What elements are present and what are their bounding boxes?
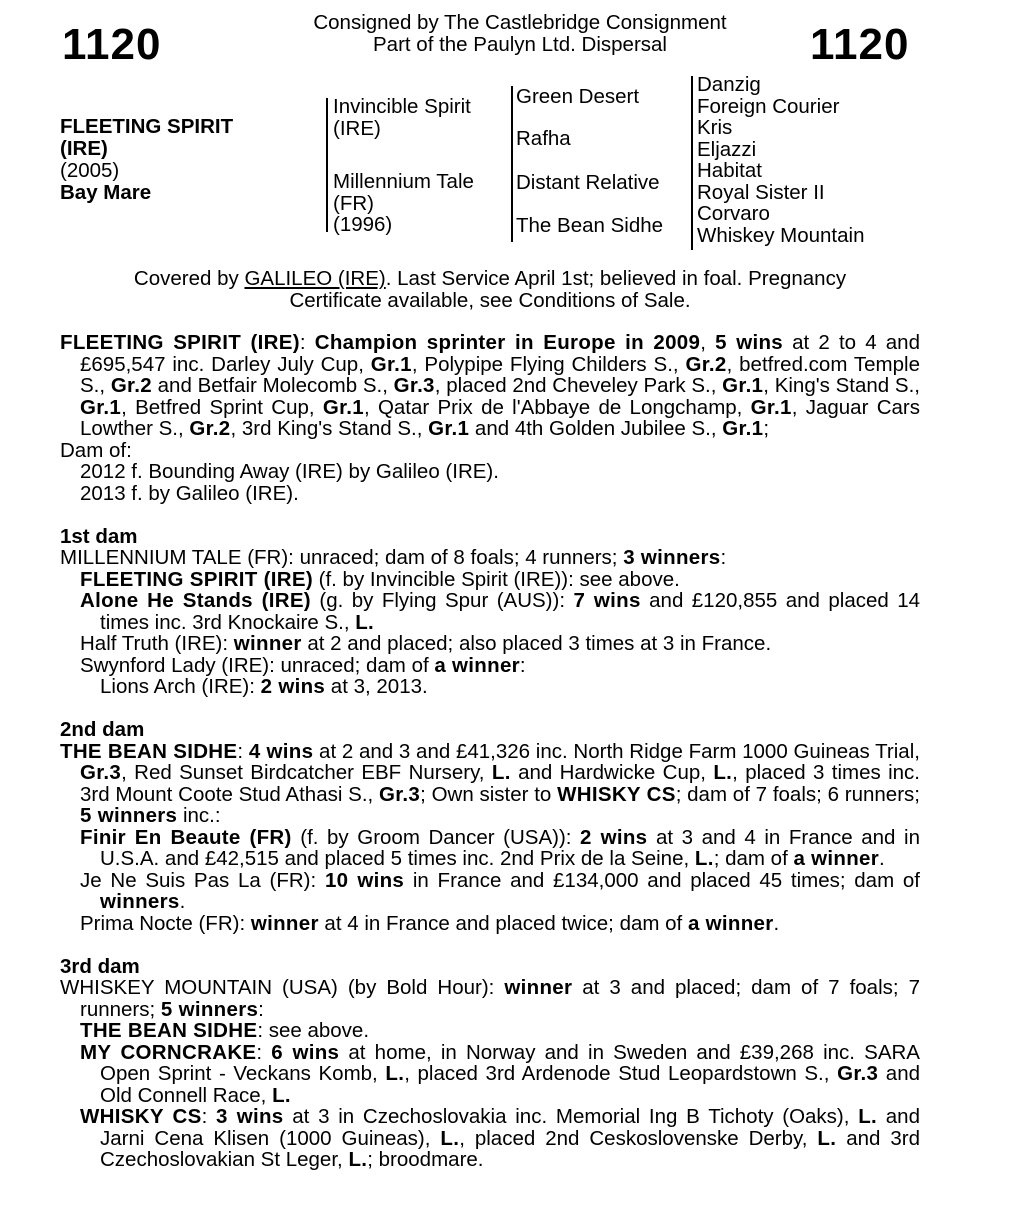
first-dam-produce: Half Truth (IRE): winner at 2 and placed; also placed 3 times at 3 in France. bbox=[80, 632, 772, 655]
consignment-line-1: Consigned by The Castlebridge Consignment bbox=[313, 11, 727, 34]
covered-line-1: Covered by GALILEO (IRE). Last Service April 1st; believed in foal. Pregnancy bbox=[133, 267, 847, 290]
second-dam-produce: Je Ne Suis Pas La (FR): 10 wins in France and £134,000 and placed 45 times; dam of winners. bbox=[80, 868, 920, 913]
great-grandparent-5: Habitat bbox=[697, 159, 762, 182]
grandparent-4: The Bean Sidhe bbox=[516, 214, 664, 237]
horse-identity bbox=[60, 116, 233, 204]
great-grandparent-2: Foreign Courier bbox=[697, 94, 840, 118]
horse-name-suffix: (IRE) bbox=[60, 137, 108, 160]
third-dam-produce: MY CORNCRAKE: 6 wins at home, in Norway and in Sweden and £39,268 inc. SARA Open Sprint - Veckans Komb, L., placed 3rd Ardenode Stud Leopardstown S., Gr.3 and Old Connell Race, L. bbox=[80, 1040, 920, 1107]
horse-description: Bay Mare bbox=[60, 181, 152, 204]
lot-number-left: 1120 bbox=[62, 20, 162, 69]
covered-statement bbox=[60, 268, 920, 311]
great-grandparent-8: Whiskey Mountain bbox=[697, 223, 865, 247]
lot-number-right: 1120 bbox=[810, 20, 910, 69]
grandparent-1: Green Desert bbox=[516, 85, 640, 108]
catalogue-body bbox=[60, 332, 920, 1171]
dam-of-label: Dam of: bbox=[60, 438, 132, 462]
pedigree-bracket-2 bbox=[511, 86, 513, 242]
produce-entry: 2013 f. by Galileo (IRE). bbox=[80, 481, 299, 505]
grandparent-3: Distant Relative bbox=[516, 171, 660, 194]
consignment bbox=[230, 12, 810, 56]
covered-line-2: Certificate available, see Conditions of Sale. bbox=[289, 288, 691, 312]
third-dam-produce: WHISKY CS: 3 wins at 3 in Czechoslovakia inc. Memorial Ing B Tichoty (Oaks), L. and Jarni Cena Klisen (1000 Guineas), L., placed 2nd Ceskoslovenske Derby, L. and 3rd Czechoslovakian St Leger, L.; broodmare. bbox=[80, 1105, 920, 1171]
second-dam-produce: Prima Nocte (FR): winner at 4 in France and placed twice; dam of a winner. bbox=[80, 911, 780, 935]
first-dam-produce: Swynford Lady (IRE): unraced; dam of a winner: bbox=[80, 653, 526, 677]
pedigree-bracket-1 bbox=[326, 98, 328, 232]
dam-country: (FR) bbox=[333, 191, 374, 215]
dam-name: Millennium Tale bbox=[333, 170, 474, 193]
third-dam-intro: WHISKEY MOUNTAIN (USA) (by Bold Hour): winner at 3 and placed; dam of 7 foals; 7 runners; 5 winners: bbox=[60, 976, 921, 1021]
pedigree-sire bbox=[333, 96, 471, 139]
sire-country: (IRE) bbox=[333, 116, 381, 140]
pedigree-bracket-3 bbox=[691, 76, 693, 250]
horse-name: FLEETING SPIRIT bbox=[60, 115, 234, 138]
dam-year: (1996) bbox=[333, 213, 393, 236]
grandparent-2: Rafha bbox=[516, 127, 571, 150]
first-dam-heading: 1st dam bbox=[60, 524, 138, 548]
great-grandparent-1: Danzig bbox=[697, 73, 761, 96]
pedigree-dam bbox=[333, 171, 474, 236]
great-grandparent-6: Royal Sister II bbox=[697, 180, 825, 204]
second-dam-produce: Finir En Beaute (FR) (f. by Groom Dancer (USA)): 2 wins at 3 and 4 in France and in U.S.A. and £42,515 and placed 5 times inc. 2nd Prix de la Seine, L.; dam of a winner. bbox=[80, 825, 920, 870]
first-dam-grandproduce: Lions Arch (IRE): 2 wins at 3, 2013. bbox=[100, 675, 428, 698]
third-dam-heading: 3rd dam bbox=[60, 954, 140, 978]
second-dam-intro: THE BEAN SIDHE: 4 wins at 2 and 3 and £41,326 inc. North Ridge Farm 1000 Guineas Trial, Gr.3, Red Sunset Birdcatcher EBF Nursery, L. and Hardwicke Cup, L., placed 3 times inc. 3rd Mount Coote Stud Athasi S., Gr.3; Own sister to WHISKY CS; dam of 7 foals; 6 runners; 5 winners inc.: bbox=[60, 739, 920, 827]
great-grandparent-4: Eljazzi bbox=[697, 137, 757, 161]
second-dam-heading: 2nd dam bbox=[60, 718, 145, 741]
sire-name: Invincible Spirit bbox=[333, 95, 471, 118]
third-dam-produce: THE BEAN SIDHE: see above. bbox=[80, 1019, 370, 1042]
great-grandparent-7: Corvaro bbox=[697, 202, 770, 225]
great-grandparent-3: Kris bbox=[697, 116, 733, 139]
horse-year: (2005) bbox=[60, 159, 120, 182]
first-dam-intro: MILLENNIUM TALE (FR): unraced; dam of 8 foals; 4 runners; 3 winners: bbox=[60, 546, 727, 569]
first-dam-produce: Alone He Stands (IRE) (g. by Flying Spur (AUS)): 7 wins and £120,855 and placed 14 times inc. 3rd Knockaire S., L. bbox=[80, 589, 921, 634]
produce-entry: 2012 f. Bounding Away (IRE) by Galileo (IRE). bbox=[80, 460, 499, 483]
covering-stallion: GALILEO (IRE) bbox=[244, 267, 386, 290]
race-record: FLEETING SPIRIT (IRE): Champion sprinter in Europe in 2009, 5 wins at 2 to 4 and £695,547 inc. Darley July Cup, Gr.1, Polypipe Flying Childers S., Gr.2, betfred.com Temple S., Gr.2 and Betfair Molecomb S., Gr.3, placed 2nd Cheveley Park S., Gr.1, King's Stand S., Gr.1, Betfred Sprint Cup, Gr.1, Qatar Prix de l'Abbaye de Longchamp, Gr.1, Jaguar Cars Lowther S., Gr.2, 3rd King's Stand S., Gr.1 and 4th Golden Jubilee S., Gr.1; bbox=[60, 331, 920, 440]
great-grandparents bbox=[697, 74, 864, 246]
first-dam-produce: FLEETING SPIRIT (IRE) (f. by Invincible Spirit (IRE)): see above. bbox=[80, 567, 680, 591]
consignment-line-2: Part of the Paulyn Ltd. Dispersal bbox=[373, 33, 667, 56]
